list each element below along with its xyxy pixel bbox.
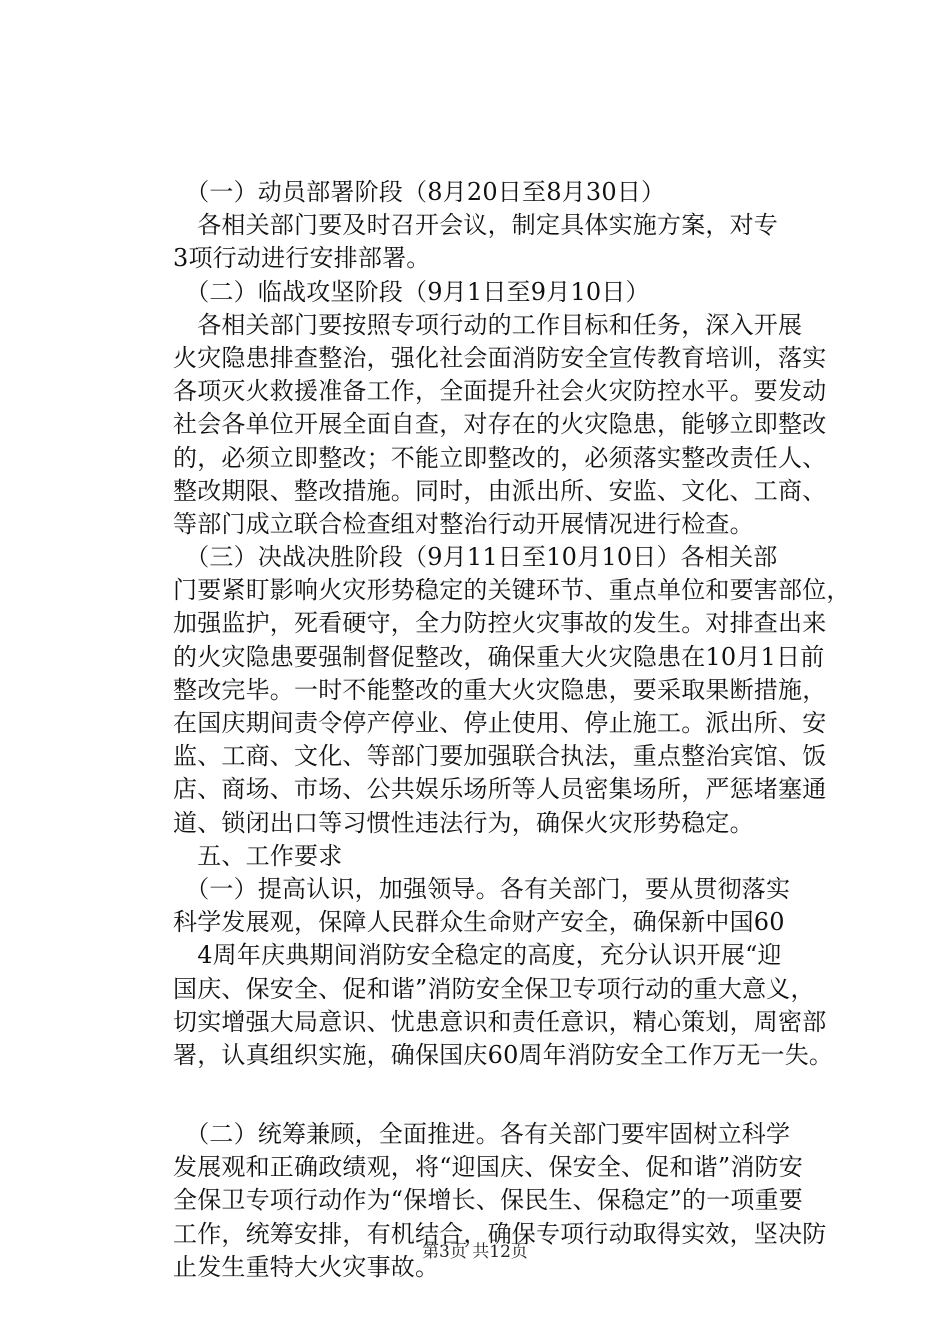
text-line: （三）决战决胜阶段（9月11日至10月10日）各相关部 [173, 543, 778, 572]
text-line: （一）动员部署阶段（8月20日至8月30日） [173, 178, 666, 206]
text-line: 在国庆期间责令停产停业、停止使用、停止施工。派出所、安 [173, 709, 827, 737]
text-line: 3项行动进行安排部署。 [173, 244, 431, 273]
text-line: 店、商场、市场、公共娱乐场所等人员密集场所，严惩堵塞通 [173, 775, 827, 804]
text-line: 止发生重特大火灾事故。 [173, 1252, 440, 1281]
text-line: 整改完毕。一时不能整改的重大火灾隐患，要采取果断措施， [173, 675, 827, 704]
text-line: （二）统筹兼顾，全面推进。各有关部门要牢固树立科学 [173, 1120, 791, 1149]
text-line: 全保卫专项行动作为“保增长、保民生、保稳定”的一项重要 [173, 1186, 803, 1215]
document-body [173, 176, 851, 1284]
text-line: （二）临战攻坚阶段（9月1日至9月10日） [173, 277, 650, 306]
text-line: 国庆、保安全、促和谐”消防安全保卫专项行动的重大意义， [173, 974, 815, 1003]
text-line: 加强监护，死看硬守，全力防控火灾事故的发生。对排查出来 [173, 609, 827, 638]
text-line: 各相关部门要及时召开会议，制定具体实施方案，对专 [173, 211, 778, 240]
text-line: 切实增强大局意识、忧患意识和责任意识，精心策划，周密部 [173, 1007, 827, 1036]
text-line: 等部门成立联合检查组对整治行动开展情况进行检查。 [173, 509, 754, 538]
text-line: （一）提高认识，加强领导。各有关部门，要从贯彻落实 [173, 874, 791, 903]
section-heading: 五、工作要求 [173, 841, 343, 870]
text-line: 道、锁闭出口等习惯性违法行为，确保火灾形势稳定。 [173, 808, 754, 837]
text-line: 社会各单位开展全面自查，对存在的火灾隐患，能够立即整改 [173, 410, 827, 439]
text-line: 监、工商、文化、等部门要加强联合执法，重点整治宾馆、饭 [173, 742, 827, 771]
text-line: 的，必须立即整改；不能立即整改的，必须落实整改责任人、 [173, 443, 827, 472]
text-line: 发展观和正确政绩观，将“迎国庆、保安全、促和谐”消防安 [173, 1153, 803, 1182]
paragraph-gap [173, 1072, 838, 1118]
text-line: 工作，统筹安排，有机结合，确保专项行动取得实效，坚决防 [173, 1219, 827, 1248]
text-line: 各项灭火救援准备工作，全面提升社会火灾防控水平。要发动 [173, 377, 827, 406]
text-line: 门要紧盯影响火灾形势稳定的关键环节、重点单位和要害部位， [173, 576, 851, 605]
text-line: 科学发展观，保障人民群众生命财产安全，确保新中国60 [173, 908, 785, 937]
text-line: 的火灾隐患要强制督促整改，确保重大火灾隐患在10月1日前 [173, 642, 825, 671]
page-footer: 第3页 共12页 [422, 1242, 528, 1262]
text-line: 署，认真组织实施，确保国庆60周年消防安全工作万无一失。 [173, 1040, 834, 1069]
text-line: 各相关部门要按照专项行动的工作目标和任务，深入开展 [173, 310, 803, 339]
text-line: 火灾隐患排查整治，强化社会面消防安全宣传教育培训，落实 [173, 343, 827, 372]
text-line: 4周年庆典期间消防安全稳定的高度，充分认识开展“迎 [173, 941, 782, 970]
text-line: 整改期限、整改措施。同时，由派出所、安监、文化、工商、 [173, 476, 827, 505]
